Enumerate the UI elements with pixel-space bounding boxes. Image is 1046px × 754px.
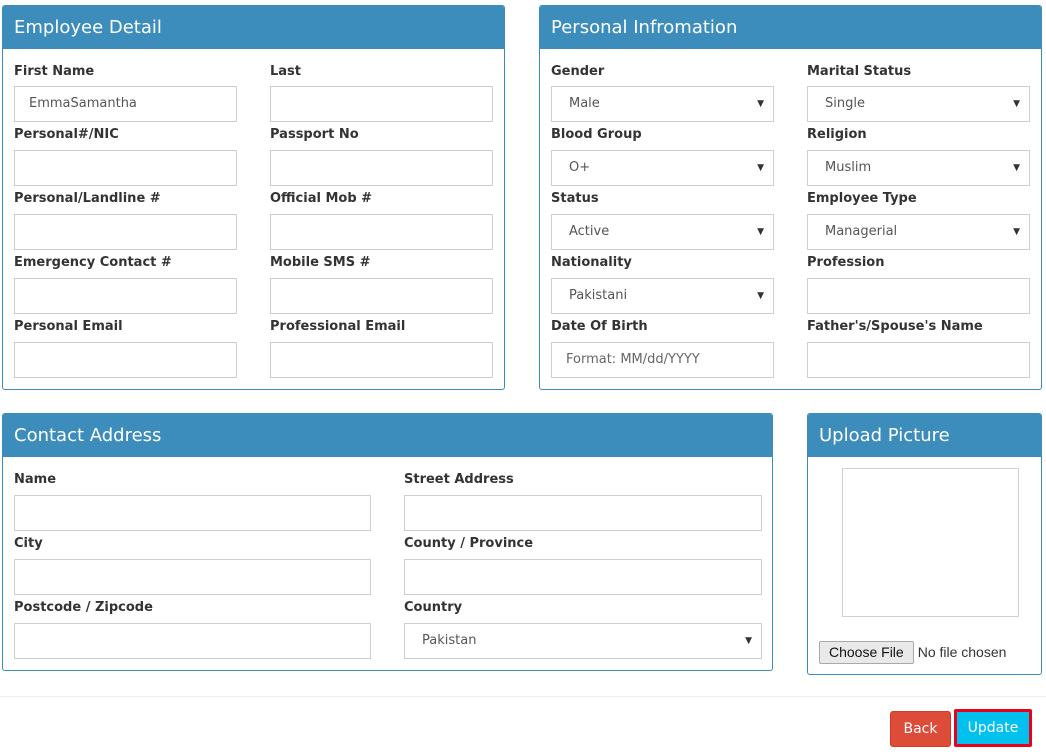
marital-status-value: Single (825, 96, 865, 111)
first-name-input[interactable]: EmmaSamantha (14, 86, 237, 122)
contact-name-input[interactable] (14, 495, 371, 531)
employee-type-value: Managerial (825, 224, 898, 239)
nationality-label: Nationality (551, 255, 632, 270)
blood-group-select[interactable] (551, 150, 774, 186)
profession-label: Profession (807, 255, 885, 270)
nationality-select[interactable] (551, 278, 774, 314)
gender-value: Male (569, 96, 600, 111)
country-value: Pakistan (422, 633, 477, 648)
marital-status-select[interactable] (807, 86, 1030, 122)
contact-address-title: Contact Address (3, 414, 772, 457)
emergency-contact-label: Emergency Contact # (14, 255, 172, 270)
city-input[interactable] (14, 559, 371, 595)
first-name-label: First Name (14, 64, 95, 79)
date-of-birth-label: Date Of Birth (551, 319, 648, 334)
official-mob-input[interactable] (270, 214, 493, 250)
last-name-input[interactable] (270, 86, 493, 122)
status-label: Status (551, 191, 599, 206)
personal-email-label: Personal Email (14, 319, 123, 334)
personal-email-input[interactable] (14, 342, 237, 378)
marital-status-label: Marital Status (807, 64, 912, 79)
county-province-input[interactable] (404, 559, 762, 595)
blood-group-value: O+ (569, 160, 591, 175)
caret-down-icon: ▼ (757, 163, 764, 173)
spouse-name-label: Father's/Spouse's Name (807, 319, 983, 334)
nationality-value: Pakistani (569, 288, 628, 303)
gender-label: Gender (551, 64, 605, 79)
professional-email-input[interactable] (270, 342, 493, 378)
employee-type-label: Employee Type (807, 191, 917, 206)
status-select[interactable] (551, 214, 774, 250)
landline-input[interactable] (14, 214, 237, 250)
caret-down-icon: ▼ (1013, 163, 1020, 173)
caret-down-icon: ▼ (757, 227, 764, 237)
upload-picture-title: Upload Picture (808, 414, 1041, 457)
professional-email-label: Professional Email (270, 319, 406, 334)
postcode-label: Postcode / Zipcode (14, 600, 153, 615)
official-mob-label: Official Mob # (270, 191, 373, 206)
personal-information-panel (539, 5, 1042, 390)
picture-preview (842, 468, 1019, 617)
no-file-text: No file chosen (917, 644, 1007, 660)
gender-select[interactable] (551, 86, 774, 122)
mobile-sms-label: Mobile SMS # (270, 255, 371, 270)
contact-name-label: Name (14, 472, 57, 487)
choose-file-button[interactable]: Choose File (819, 641, 914, 664)
street-address-label: Street Address (404, 472, 514, 487)
spouse-name-input[interactable] (807, 342, 1030, 378)
file-input (819, 640, 1006, 664)
country-select[interactable] (404, 623, 762, 659)
postcode-input[interactable] (14, 623, 371, 659)
passport-input[interactable] (270, 150, 493, 186)
employee-detail-title: Employee Detail (3, 6, 504, 49)
emergency-contact-input[interactable] (14, 278, 237, 314)
contact-address-panel (2, 413, 773, 671)
country-label: Country (404, 600, 463, 615)
last-name-label: Last (270, 64, 302, 79)
caret-down-icon: ▼ (1013, 99, 1020, 109)
update-button[interactable]: Update (954, 709, 1032, 747)
date-of-birth-input[interactable]: Format: MM/dd/YYYY (551, 342, 774, 378)
form-divider (0, 696, 1046, 697)
back-button[interactable]: Back (890, 711, 951, 747)
employee-type-select[interactable] (807, 214, 1030, 250)
employee-detail-panel (2, 5, 505, 390)
personal-nic-label: Personal#/NIC (14, 127, 119, 142)
street-address-input[interactable] (404, 495, 762, 531)
religion-select[interactable] (807, 150, 1030, 186)
caret-down-icon: ▼ (745, 636, 752, 646)
religion-label: Religion (807, 127, 867, 142)
caret-down-icon: ▼ (757, 291, 764, 301)
mobile-sms-input[interactable] (270, 278, 493, 314)
caret-down-icon: ▼ (1013, 227, 1020, 237)
blood-group-label: Blood Group (551, 127, 642, 142)
passport-label: Passport No (270, 127, 359, 142)
upload-picture-panel (807, 413, 1042, 675)
religion-value: Muslim (825, 160, 872, 175)
personal-nic-input[interactable] (14, 150, 237, 186)
status-value: Active (569, 224, 610, 239)
personal-information-title: Personal Infromation (540, 6, 1041, 49)
caret-down-icon: ▼ (757, 99, 764, 109)
county-province-label: County / Province (404, 536, 534, 551)
landline-label: Personal/Landline # (14, 191, 161, 206)
profession-input[interactable] (807, 278, 1030, 314)
city-label: City (14, 536, 43, 551)
